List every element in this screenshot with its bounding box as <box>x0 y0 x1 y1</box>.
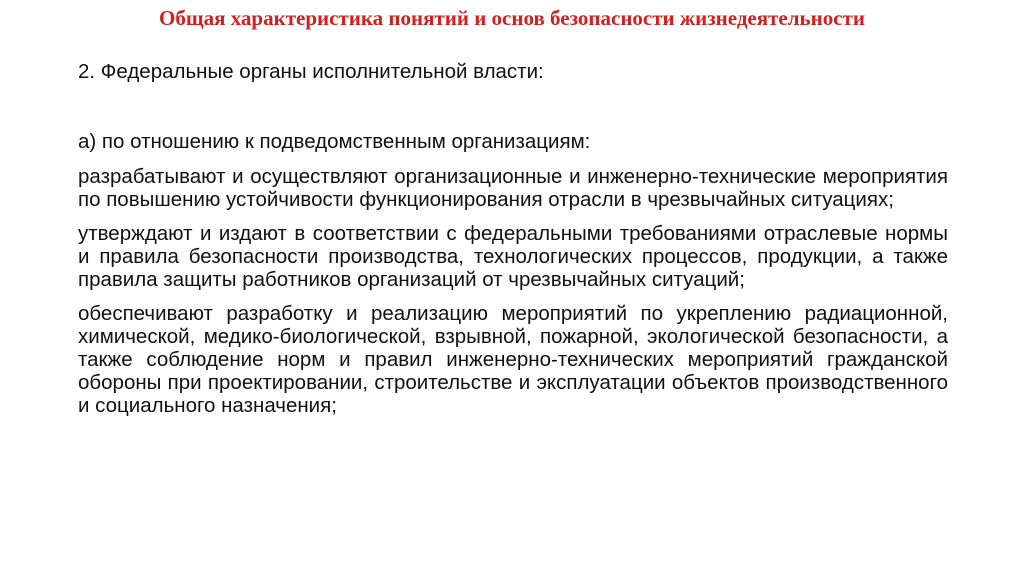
section-subtitle: 2. Федеральные органы исполнительной власти: <box>78 60 544 83</box>
section-lead: а) по отношению к подведомственным организациям: <box>78 130 591 153</box>
paragraph-2: утверждают и издают в соответствии с федеральными требованиями отраслевые нормы и правила безопасности производства, технологических процессов, продукции, а также правила защиты работников организаций от чрезвычайных ситуаций; <box>78 222 948 291</box>
paragraph-3: обеспечивают разработку и реализацию мероприятий по укреплению радиационной, химической, медико-биологической, взрывной, пожарной, экологической безопасности, а также соблюдение норм и правил инженерно-технических мероприятий гражданской обороны при проектировании, строительстве и эксплуатации объектов производственного и социального назначения; <box>78 302 948 417</box>
slide-content <box>78 60 948 417</box>
slide-title: Общая характеристика понятий и основ безопасности жизнедеятельности <box>159 6 865 30</box>
paragraph-1: разрабатывают и осуществляют организационные и инженерно-технические мероприятия по повышению устойчивости функционирования отрасли в чрезвычайных ситуациях; <box>78 165 948 211</box>
